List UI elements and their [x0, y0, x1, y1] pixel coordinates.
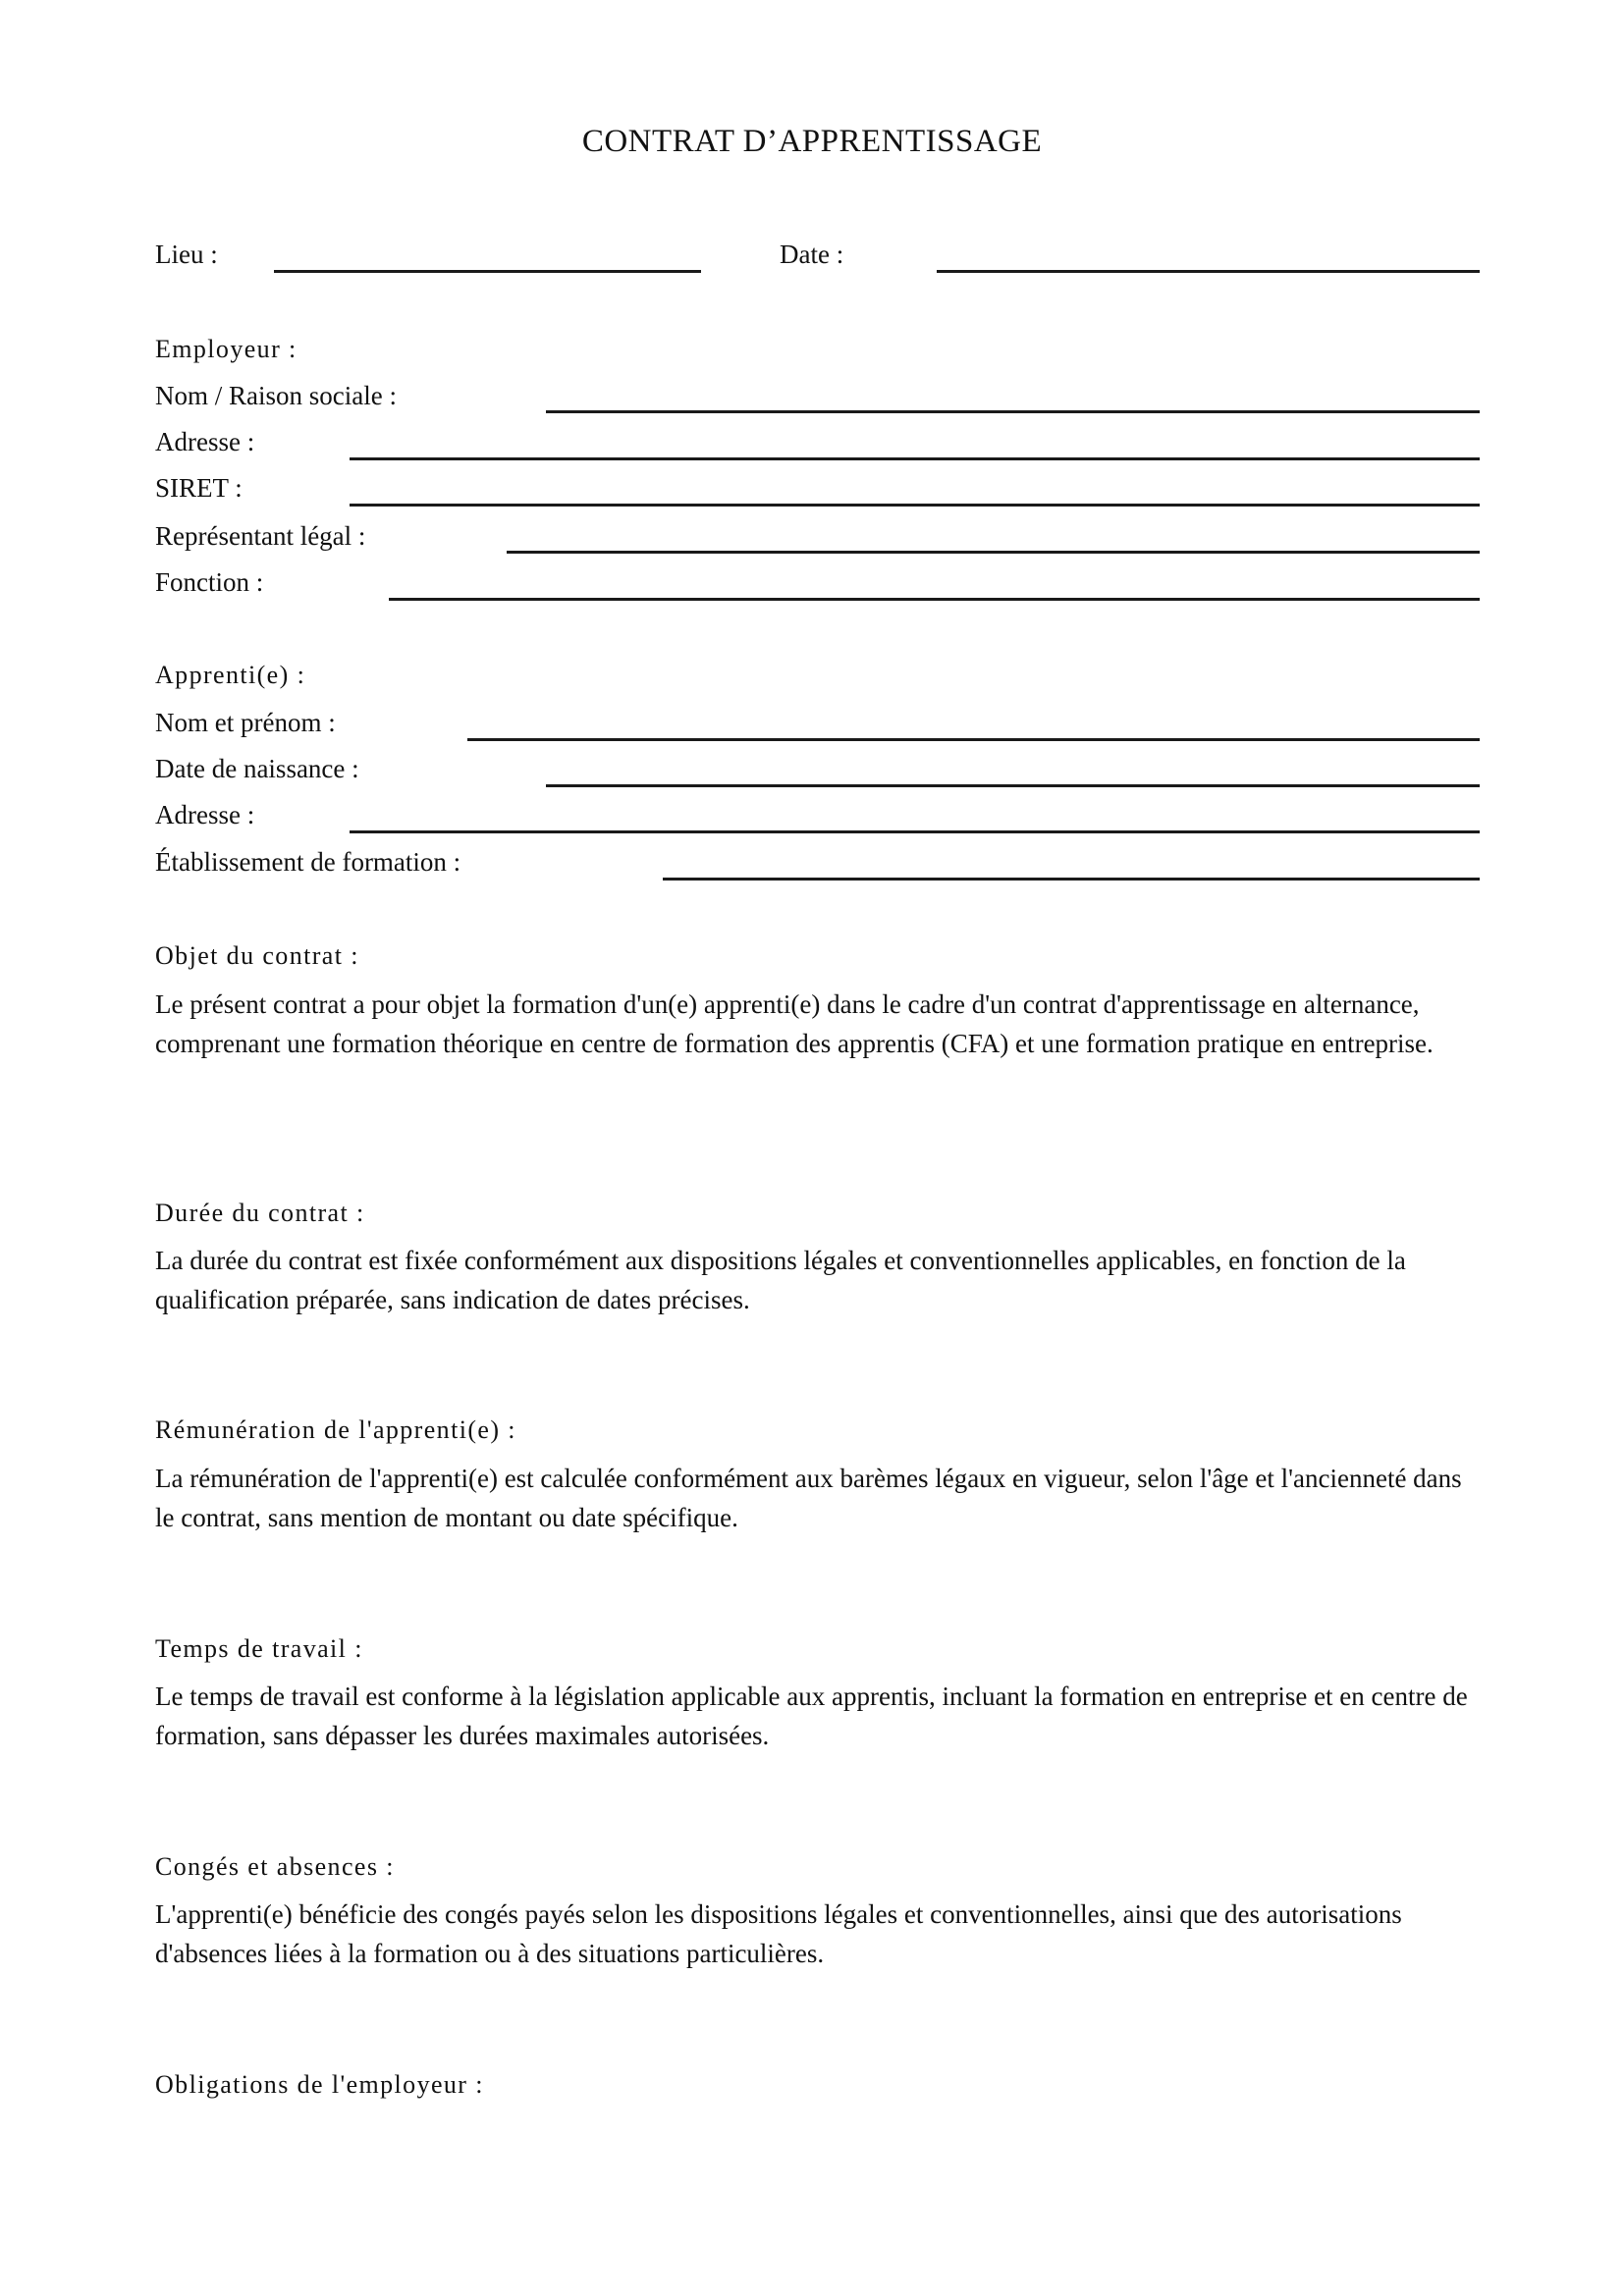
employer-address-field[interactable] [350, 457, 1480, 460]
lieu-label: Lieu : [155, 240, 218, 269]
document-title: CONTRAT D’APPRENTISSAGE [581, 124, 1043, 159]
apprentice-fullname-field[interactable] [467, 738, 1480, 741]
objet-heading: Objet du contrat : [155, 941, 359, 970]
remuneration-heading: Rémunération de l'apprenti(e) : [155, 1415, 516, 1444]
employer-heading: Employeur : [155, 335, 298, 363]
apprentice-school-label: Établissement de formation : [155, 847, 461, 877]
employer-address-label: Adresse : [155, 427, 255, 456]
conges-text: L'apprenti(e) bénéficie des congés payés selon les dispositions légales et conventionnelles, ainsi que des autorisations d'absences liées à la formation ou à des situations particulières. [155, 1899, 1402, 1968]
employer-legal-rep-field[interactable] [507, 551, 1480, 554]
date-field[interactable] [937, 270, 1480, 273]
apprentice-fullname-label: Nom et prénom : [155, 708, 336, 737]
apprentice-address-field[interactable] [350, 830, 1480, 833]
apprentice-heading: Apprenti(e) : [155, 661, 306, 689]
duree-heading: Durée du contrat : [155, 1199, 365, 1227]
employer-name-label: Nom / Raison sociale : [155, 381, 397, 410]
obligations-heading: Obligations de l'employeur : [155, 2070, 484, 2099]
temps-heading: Temps de travail : [155, 1634, 363, 1663]
objet-text: Le présent contrat a pour objet la formation d'un(e) apprenti(e) dans le cadre d'un contrat d'apprentissage en alternance, comprenant une formation théorique en centre de formation des apprentis (CFA) et une formation pratique en entreprise. [155, 989, 1434, 1058]
employer-siret-label: SIRET : [155, 473, 243, 503]
temps-text: Le temps de travail est conforme à la législation applicable aux apprentis, incluant la formation en entreprise et en centre de formation, sans dépasser les durées maximales autorisées. [155, 1682, 1468, 1750]
employer-name-field[interactable] [546, 410, 1480, 413]
employer-legal-rep-label: Représentant légal : [155, 521, 366, 551]
employer-function-field[interactable] [389, 598, 1480, 601]
employer-function-label: Fonction : [155, 567, 264, 597]
apprentice-school-field[interactable] [663, 878, 1480, 881]
apprentice-address-label: Adresse : [155, 800, 255, 829]
remuneration-text: La rémunération de l'apprenti(e) est calculée conformément aux barèmes légaux en vigueur, selon l'âge et l'ancienneté dans le contrat, sans mention de montant ou date spécifique. [155, 1464, 1462, 1532]
date-label: Date : [780, 240, 844, 269]
conges-heading: Congés et absences : [155, 1852, 395, 1881]
employer-siret-field[interactable] [350, 504, 1480, 507]
apprentice-birthdate-field[interactable] [546, 784, 1480, 787]
lieu-field[interactable] [274, 270, 701, 273]
duree-text: La durée du contrat est fixée conformément aux dispositions légales et conventionnelles applicables, en fonction de la qualification préparée, sans indication de dates précises. [155, 1246, 1406, 1314]
apprentice-birthdate-label: Date de naissance : [155, 754, 359, 783]
